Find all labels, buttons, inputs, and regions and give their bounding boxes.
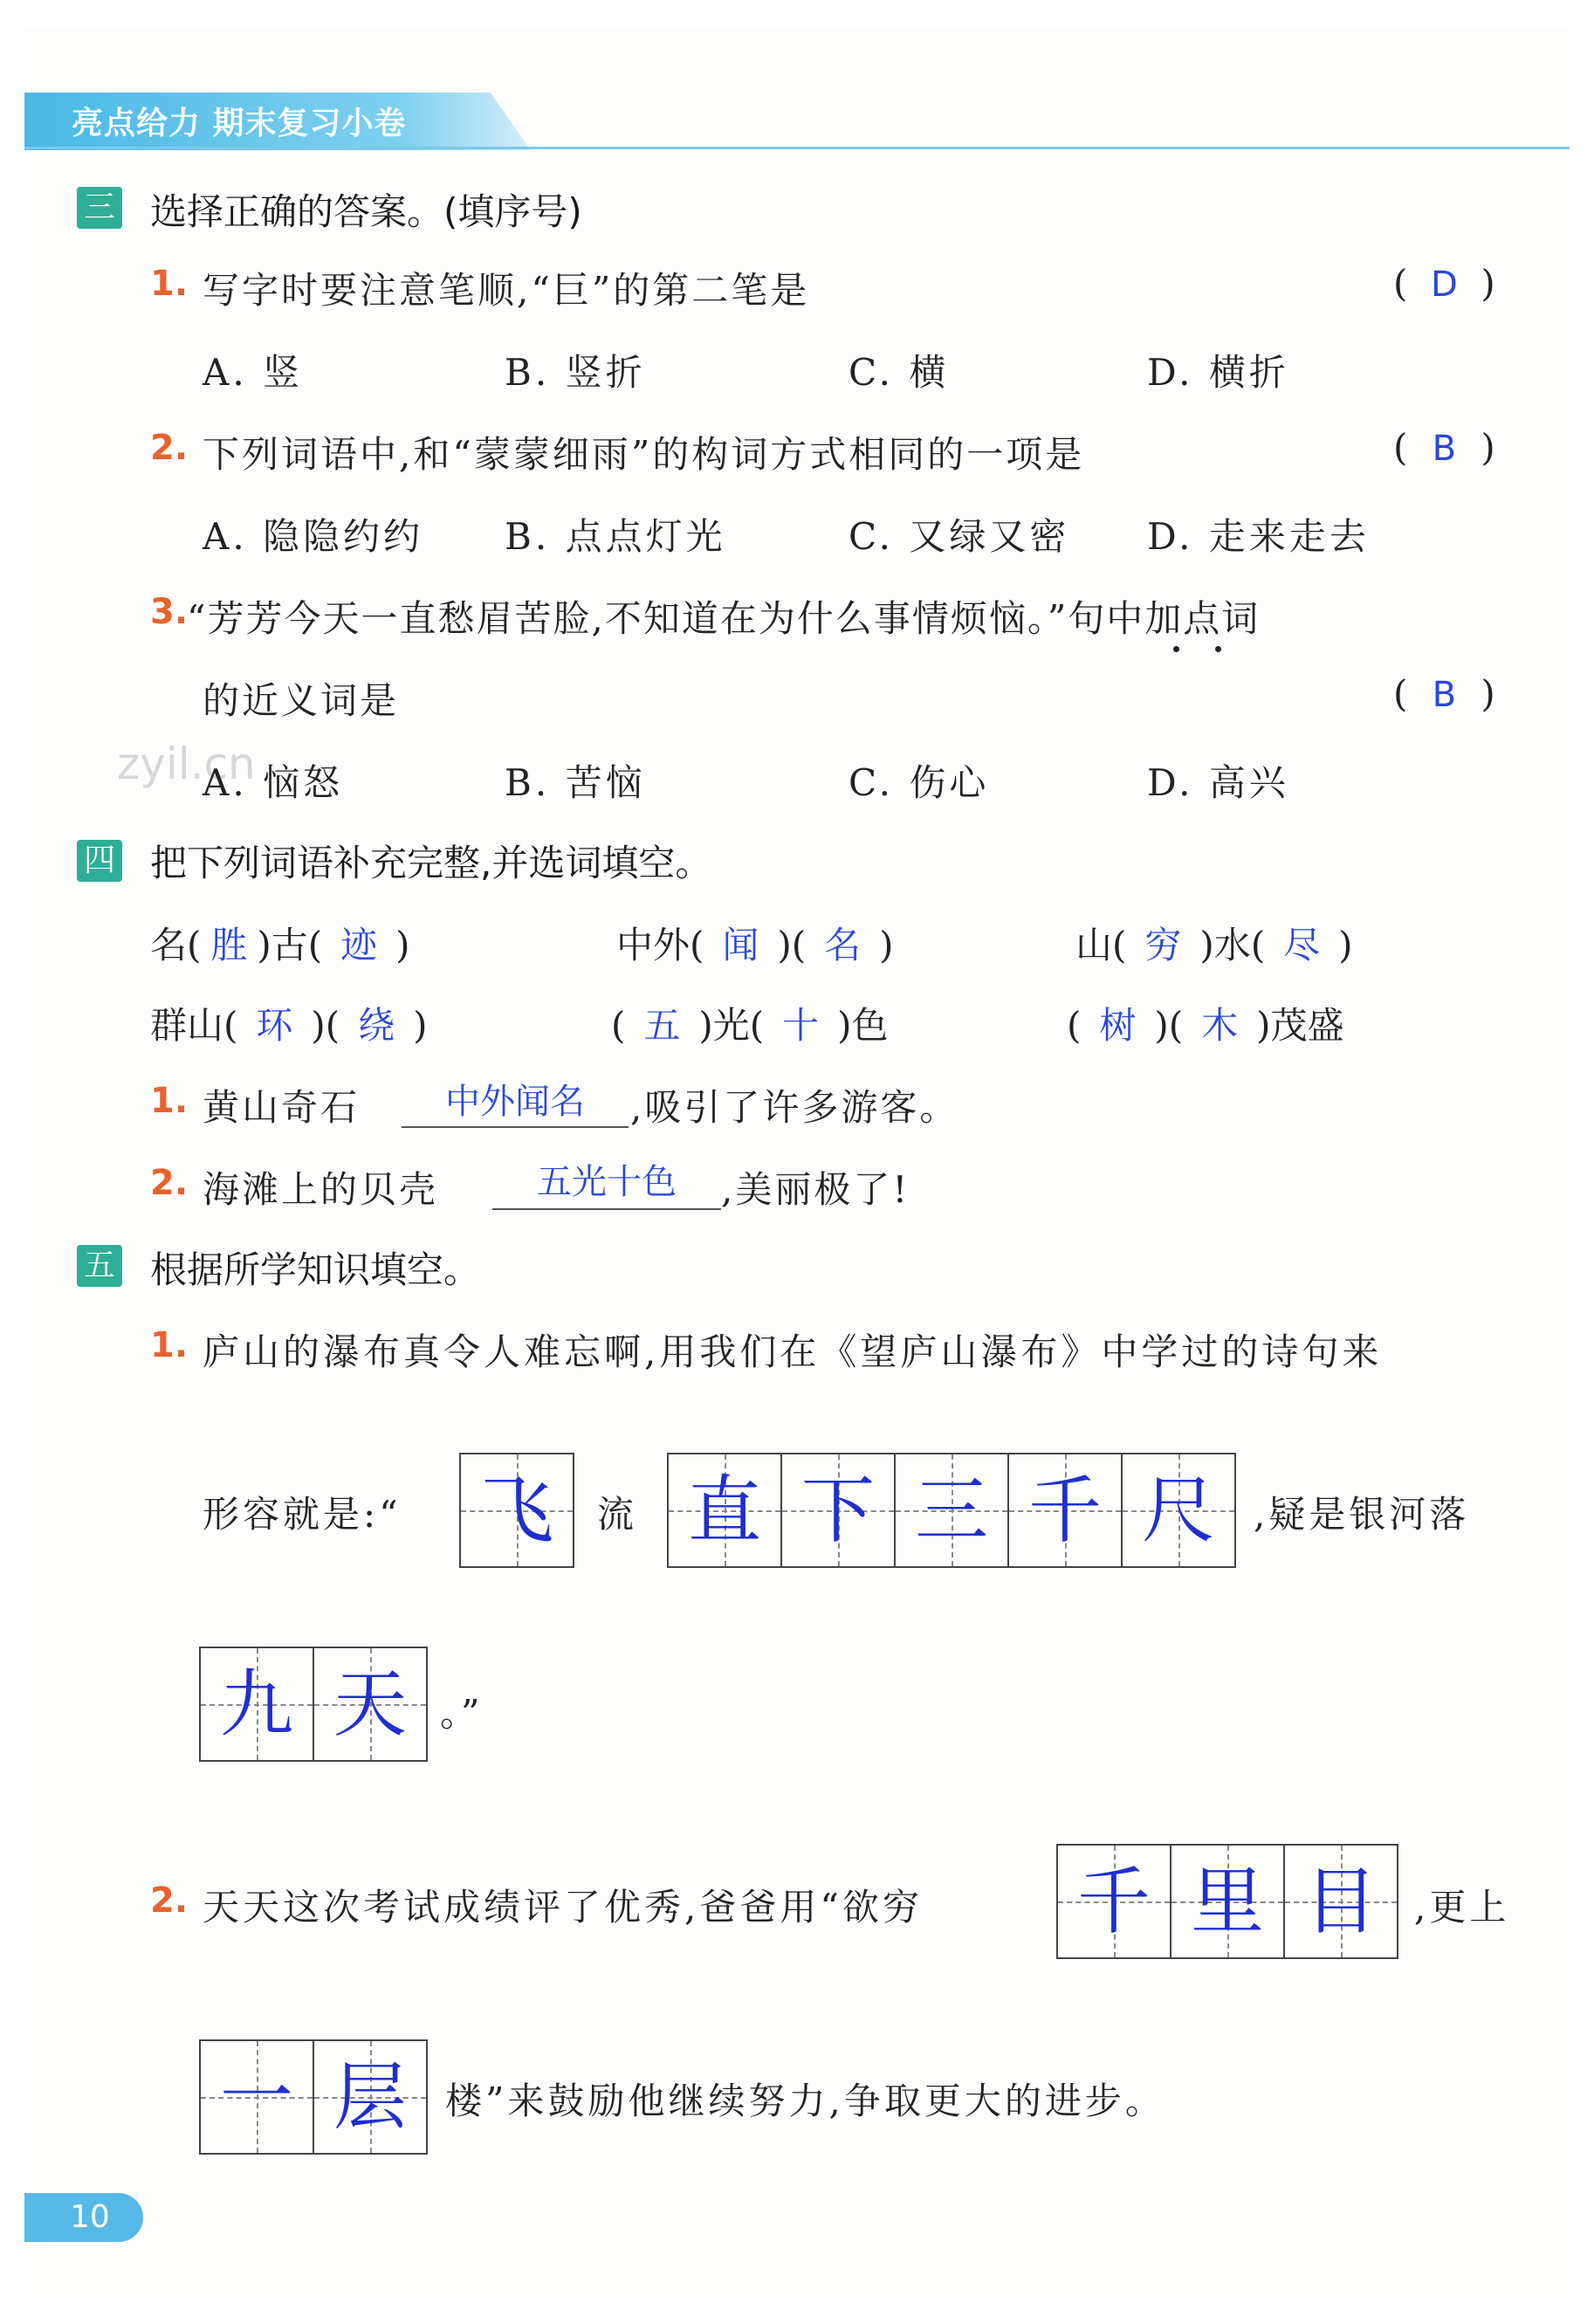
grid-char: 飞 [479,1468,553,1553]
idiom-fill: 名 [824,924,862,966]
idiom-text: )光( [698,1004,765,1047]
s3-q1-number: 1. [150,264,189,304]
paren-open: ( [1393,262,1408,305]
s3-q1-option-b: B. 竖折 [505,351,646,394]
s3-q3-answer-paren [1393,672,1495,715]
s5-q1-text: 庐山的瀑布真令人难忘啊,用我们在《望庐山瀑布》中学过的诗句来 [203,1330,1383,1373]
idiom-text: )古( [257,924,323,966]
s4-q1-post: ,吸引了许多游客。 [630,1086,959,1129]
grid-char: 下 [800,1468,875,1553]
s5-q2-text: 天天这次考试成绩评了优秀,爸爸用“欲穷 [203,1886,923,1929]
s3-q2-option-c: C. 又绿又密 [849,515,1070,558]
tian-grid-cell [1171,1846,1285,1957]
s3-q1-option-c: C. 横 [849,351,950,394]
s5-q2-end: 楼”来鼓励他继续努力,争取更大的进步。 [445,2080,1165,2122]
idiom-1 [150,917,410,969]
s3-q2-answer: B [1432,429,1457,469]
grid-char: 一 [219,2054,293,2140]
s5-q2-post: ,更上 [1414,1886,1510,1929]
grid-char: 九 [219,1661,293,1747]
idiom-text: ( [1067,1004,1082,1047]
paren-open: ( [1393,426,1408,469]
idiom-5 [611,997,889,1049]
s5-q1-end: 。” [440,1692,483,1735]
idiom-text: ) [879,924,894,966]
tian-grid-cell [314,2041,426,2153]
grid-char: 目 [1303,1859,1378,1944]
s5-q2-number: 2. [150,1881,189,1921]
idiom-6 [1067,997,1344,1049]
idiom-fill: 树 [1099,1004,1137,1047]
s3-q1-option-d: D. 横折 [1147,351,1289,394]
idiom-fill: 十 [782,1004,820,1047]
s5-q1-box-group-2 [667,1453,1236,1568]
idiom-fill: 穷 [1144,924,1182,966]
grid-char: 尺 [1141,1468,1215,1553]
idiom-text: )茂盛 [1256,1004,1344,1047]
s4-q2-answer: 五光十色 [537,1162,677,1202]
idiom-text: )( [311,1004,340,1047]
paren-open: ( [1393,672,1408,715]
idiom-fill: 木 [1201,1004,1239,1047]
grid-char: 千 [1027,1468,1102,1553]
s3-q1-text: 写字时要注意笔顺,“巨”的第二笔是 [203,269,810,312]
s3-q3-option-d: D. 高兴 [1147,761,1289,804]
s3-q3-number: 3. [150,592,189,632]
idiom-fill: 迹 [340,924,378,966]
s3-q3-option-c: C. 伤心 [849,761,990,804]
s4-q1-number: 1. [150,1081,189,1121]
emphasis-dot [1215,646,1221,652]
idiom-fill: 闻 [722,924,759,966]
s3-q2-option-a: A. 隐隐约约 [203,515,424,558]
s3-q2-option-b: B. 点点灯光 [505,515,726,558]
section-5-badge: 五 [77,1245,122,1287]
s3-q3-option-b: B. 苦恼 [505,761,646,804]
page-number: 10 [24,2193,143,2242]
tian-grid-cell [1285,1846,1397,1957]
tian-grid-cell [1123,1454,1234,1566]
idiom-text: 名( [150,924,202,966]
idiom-text: )( [1154,1004,1184,1047]
tian-grid-cell [1058,1846,1171,1957]
section-3-title: 选择正确的答案。(填序号) [150,190,582,233]
s4-q2-number: 2. [150,1163,189,1203]
grid-char: 里 [1190,1859,1264,1944]
s3-q1-option-a: A. 竖 [203,351,304,394]
section-4-title: 把下列词语补充完整,并选词填空。 [150,842,712,884]
s5-q1-box-group-3 [199,1647,428,1762]
idiom-text: 中外( [616,924,704,966]
idiom-text: ) [413,1004,428,1047]
section-3-badge: 三 [77,187,122,229]
emphasis-dot [1173,646,1179,652]
idiom-text: )( [777,924,807,966]
idiom-fill: 胜 [210,924,248,966]
s3-q1-answer: D [1430,265,1458,305]
grid-char: 千 [1076,1859,1151,1944]
idiom-fill: 尽 [1283,924,1321,966]
idiom-fill: 五 [643,1004,681,1047]
section-5-title: 根据所学知识填空。 [150,1248,481,1291]
idiom-text: )色 [837,1004,889,1047]
header-title: 亮点给力 期末复习小卷 [72,106,407,141]
s3-q2-answer-paren [1393,426,1495,469]
tian-grid-cell [1009,1454,1123,1566]
s3-q2-number: 2. [150,428,189,468]
s5-q1-number: 1. [150,1325,189,1365]
s5-q1-line2-pre: 形容就是:“ [203,1493,402,1536]
s4-q2-post: ,美丽极了! [721,1168,910,1211]
grid-char: 三 [914,1468,988,1553]
s3-q3-answer: B [1432,675,1457,715]
s5-q2-box-group-1 [1056,1844,1398,1959]
s3-q1-answer-paren [1393,262,1495,305]
s4-q1-answer: 中外闻名 [445,1082,585,1122]
tian-grid-cell [782,1454,896,1566]
s4-q2-pre: 海滩上的贝壳 [203,1168,439,1211]
idiom-fill: 环 [256,1004,293,1047]
paren-close: ) [1481,426,1495,469]
s5-q2-box-group-2 [199,2039,428,2155]
watermark: zyil.cn [117,739,256,789]
tian-grid-cell [201,1648,314,1760]
header-rule [24,147,1570,149]
grid-char: 直 [687,1468,761,1553]
answer-underline [402,1126,629,1128]
s5-q1-line2-post: ,疑是银河落 [1254,1493,1470,1536]
grid-char: 天 [333,1661,407,1747]
s3-q3-text-line2: 的近义词是 [203,679,400,722]
paren-close: ) [1481,262,1495,305]
s4-q1-pre: 黄山奇石 [203,1086,361,1129]
idiom-text: 群山( [150,1004,238,1047]
idiom-2 [616,917,894,969]
idiom-fill: 绕 [358,1004,395,1047]
s5-q1-box-group-1 [459,1453,574,1568]
tian-grid-cell [669,1454,782,1566]
grid-char: 层 [333,2054,407,2140]
section-4-badge: 四 [77,840,122,882]
idiom-text: ( [611,1004,626,1047]
tian-grid-cell [461,1454,573,1566]
s3-q3-text: “芳芳今天一直愁眉苦脸,不知道在为什么事情烦恼。”句中加点词 [187,597,1261,640]
tian-grid-cell [314,1648,426,1760]
s5-q1-mid: 流 [597,1493,637,1536]
idiom-text: )水( [1199,924,1266,966]
tian-grid-cell [201,2041,314,2153]
idiom-4 [150,997,428,1049]
idiom-3 [1075,917,1353,969]
tian-grid-cell [896,1454,1009,1566]
idiom-text: ) [395,924,410,966]
s3-q3-option-a: A. 恼怒 [203,761,344,804]
answer-underline [492,1208,721,1210]
paren-close: ) [1481,672,1495,715]
s3-q2-text: 下列词语中,和“蒙蒙细雨”的构词方式相同的一项是 [203,433,1085,476]
idiom-text: ) [1338,924,1353,966]
idiom-text: 山( [1075,924,1127,966]
s3-q2-option-d: D. 走来走去 [1147,515,1370,558]
